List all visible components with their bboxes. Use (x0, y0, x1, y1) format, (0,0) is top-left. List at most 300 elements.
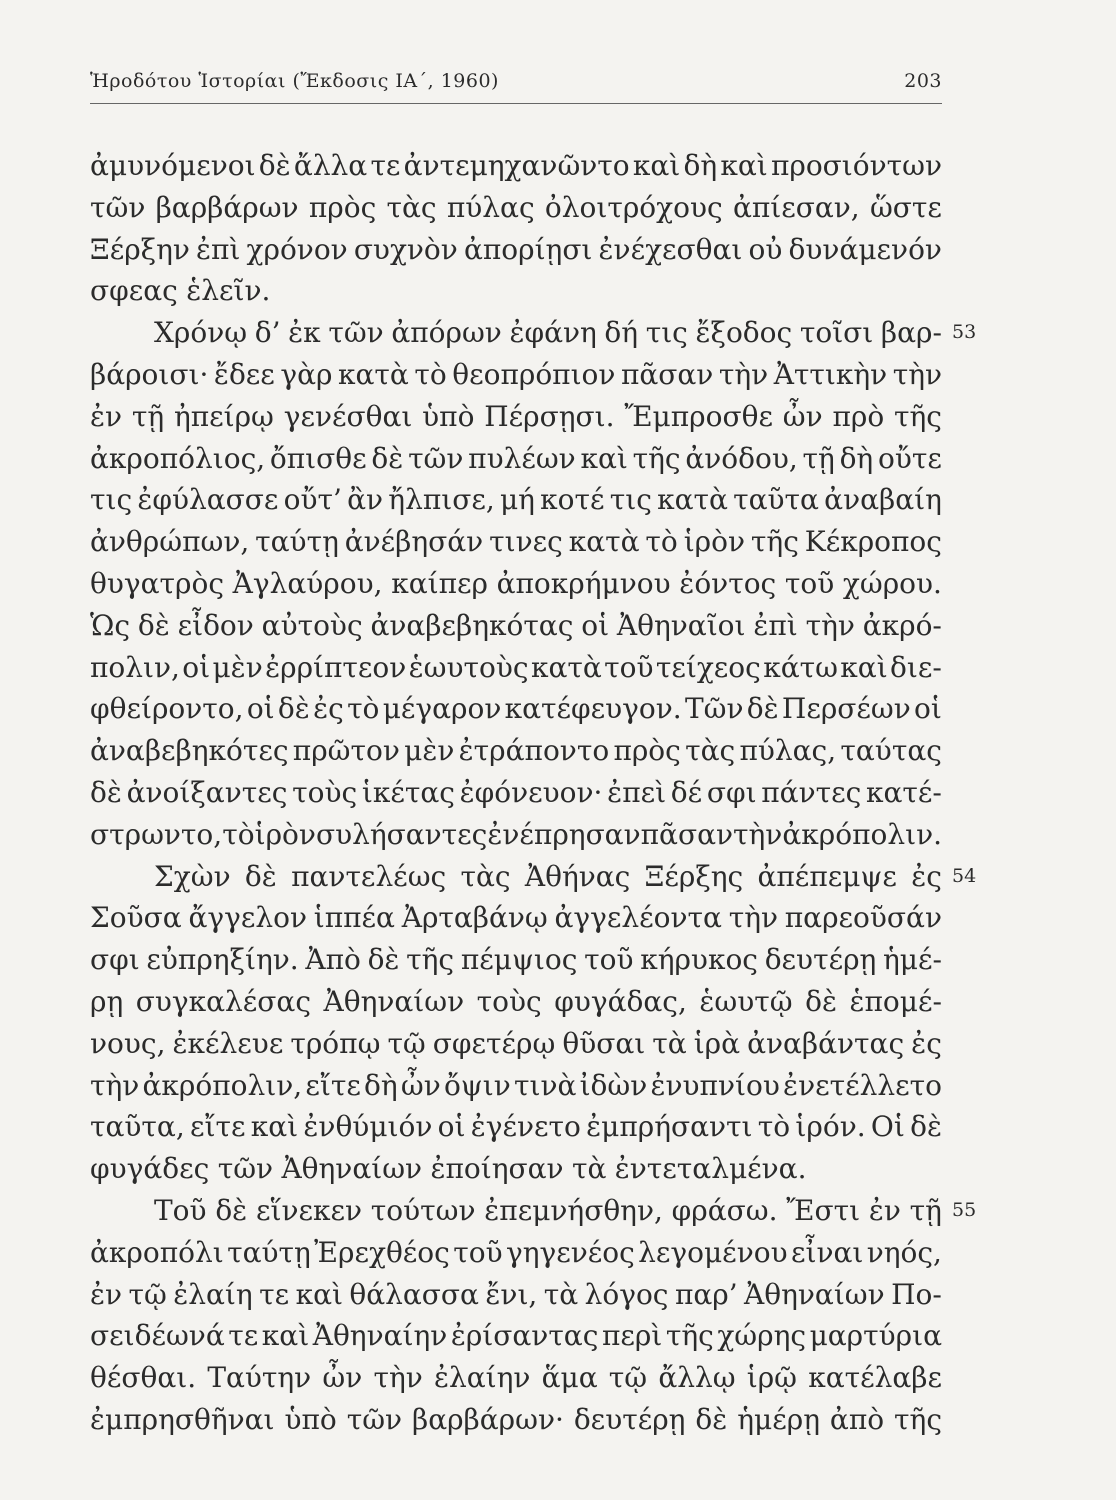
word: ἀνόδου, (685, 441, 798, 475)
word: βάροισι· (90, 357, 209, 391)
word: ἱρὸν (683, 525, 746, 559)
word: ἑπομέ- (849, 984, 942, 1018)
text-line (90, 856, 977, 898)
word: ἐκέλευε (172, 1026, 284, 1060)
word: ἄλλῳ (658, 1361, 736, 1395)
word: κατὰ (568, 525, 640, 559)
word: μὲν (404, 734, 455, 768)
word: ὑπὸ (284, 1402, 337, 1436)
text-line (90, 521, 942, 563)
word: δὲ (695, 1402, 728, 1436)
word: Σχὼν (154, 859, 231, 893)
word: ἐποίησαν (430, 1152, 564, 1186)
text-line (90, 354, 942, 396)
word: ἀπὸ (829, 1402, 885, 1436)
word: γενέσθαι (283, 399, 413, 433)
word: ἐπεὶ (607, 775, 667, 809)
word: τῶν (90, 190, 146, 224)
word: ἄγγελον (188, 901, 307, 935)
word: συχνὸν (353, 232, 458, 266)
word: χρόνον (246, 232, 348, 266)
word: παντελέως (291, 859, 447, 893)
word: Ἀθήνας (524, 859, 631, 893)
word: δυνάμενόν (788, 232, 942, 266)
word: βαρ- (880, 316, 942, 350)
word: ταύτας (840, 734, 942, 768)
word: τε (259, 1277, 290, 1311)
text-line (90, 605, 942, 647)
word: τῆς (894, 1402, 942, 1436)
word: ἑωυτῷ (699, 984, 793, 1018)
word: ἔνι, (485, 1277, 538, 1311)
word: ἀκροπόλιος, (90, 441, 266, 475)
word: βαρβάρων· (412, 1402, 564, 1436)
word: ρῃ (90, 984, 124, 1018)
word: Ἀγλαύρου, (232, 566, 383, 600)
word: οἱ (182, 650, 211, 684)
word: Ἔστι (786, 1193, 861, 1227)
text-line (90, 1274, 942, 1316)
word: τὰ (571, 1152, 607, 1186)
word: τείχεος (655, 650, 761, 684)
word: θάλασσα (349, 1277, 479, 1311)
word: τῆς (750, 525, 799, 559)
word: τις (90, 483, 133, 517)
word: Ἀθηναίων (281, 1152, 423, 1186)
word: τὸ (645, 525, 678, 559)
text-line (90, 396, 942, 438)
word: θῦσαι (562, 1026, 646, 1060)
text-line (90, 270, 942, 312)
word: τῶν (328, 316, 384, 350)
word: τὰς (460, 859, 511, 893)
word: ἀκροπόλι (90, 1235, 224, 1269)
word: σφι (90, 943, 140, 977)
word: τὰς (386, 190, 437, 224)
word: γηγενέος (505, 1235, 635, 1269)
word: τοὺς (292, 775, 358, 809)
word: ταῦτα, (90, 1110, 185, 1144)
word: οἱ (914, 692, 942, 726)
word: Ξέρξης (644, 859, 744, 893)
word: τὸ (222, 817, 255, 851)
word: ἐπὶ (753, 608, 798, 642)
word: ἂν (347, 483, 384, 517)
word: εὐπρηξίην. (146, 943, 299, 977)
word: τὴν (805, 608, 855, 642)
text-line (90, 1023, 942, 1065)
word: ὄπισθε (269, 441, 367, 475)
word: ἀναβεβηκότες (90, 734, 289, 768)
word: πολιν, (90, 650, 180, 684)
word: ἐς (313, 692, 344, 726)
word: πρὸ (832, 399, 885, 433)
word: Περσέων (781, 692, 911, 726)
word: τε (228, 1319, 259, 1353)
word: ἀναβάντας (747, 1026, 905, 1060)
word: τὴν (728, 901, 778, 935)
word: τοῦ (784, 566, 835, 600)
word: ἡμέ- (883, 943, 942, 977)
word: καὶ (250, 1110, 299, 1144)
word: δὲ (90, 775, 122, 809)
word: μαρτύρια (809, 1319, 942, 1353)
text-line (90, 772, 942, 814)
word: δή (604, 316, 639, 350)
word: ἐν (868, 1193, 901, 1227)
word: ταύτῃ (255, 525, 339, 559)
word: Κέκροπος (804, 525, 942, 559)
word: κατέ- (866, 775, 942, 809)
word: χώρης (717, 1319, 807, 1353)
text-line (90, 312, 977, 354)
word: δὲ (258, 149, 291, 182)
word: δὲ (371, 441, 404, 475)
word: ἔξοδος (695, 316, 793, 350)
word: ἀκρόπολιν, (142, 1068, 303, 1102)
word: οἱ (581, 608, 610, 642)
word: πέμψιος (460, 943, 578, 977)
word: δὲ (367, 943, 400, 977)
word: ἱρῷ (746, 1361, 798, 1395)
word: Ἀθηναῖοι (616, 608, 746, 642)
word: ἐς (911, 1026, 942, 1060)
word: ἐρίσαντας (450, 1319, 599, 1353)
word: τὰ (652, 1026, 687, 1060)
word: ἐπὶ (196, 232, 241, 266)
text-line (90, 1357, 942, 1399)
word: δευτέρῃ (573, 1402, 686, 1436)
word: τινὰ (513, 1068, 577, 1102)
word: ἐμπρησθῆναι (90, 1402, 275, 1436)
word: νους, (90, 1026, 166, 1060)
word: φθείροντο, (90, 692, 244, 726)
word: βαρβάρων (155, 190, 299, 224)
word: τῆς (406, 943, 455, 977)
word: ἀπέπεμψε (757, 859, 897, 893)
word: δὲ (215, 1193, 248, 1227)
word: Σοῦσα (90, 901, 182, 935)
word: ἱρὸν (254, 817, 316, 851)
word: τῶν (408, 441, 464, 475)
word: δέ (670, 775, 703, 809)
word: μή (499, 483, 535, 517)
word: δὲ (277, 692, 310, 726)
section-number: 53 (952, 321, 977, 344)
word: εἶναι (790, 1235, 864, 1269)
text-line (90, 563, 942, 605)
word: ὥστε (869, 190, 942, 224)
word: συγκαλέσας (135, 984, 311, 1018)
word: τὸ (347, 692, 380, 726)
header-rule (90, 103, 942, 104)
word: ἐνέπρησαν (487, 817, 641, 851)
text-line (90, 647, 942, 689)
word: τῆς (894, 399, 942, 433)
word: τὸ (414, 357, 447, 391)
word: οἱ (246, 692, 275, 726)
word: ἐλαίην (433, 1361, 531, 1395)
word: τοῖσι (799, 316, 874, 350)
word: ἱκέτας (361, 775, 455, 809)
word: ἡμέρῃ (737, 1402, 820, 1436)
word: τὴν (718, 357, 769, 391)
word: τοῦ (584, 943, 634, 977)
word: ἄλλα (293, 149, 368, 182)
word: ἐτράποντο (458, 734, 610, 768)
word: τῇ (802, 441, 835, 475)
word: ἐς (911, 859, 942, 893)
word: ἀμυνόμενοι (90, 149, 256, 182)
word: κατὰ (338, 357, 409, 391)
word: τῇ (909, 1193, 942, 1227)
word: ἰδὼν (579, 1068, 648, 1102)
word: Ἐρεχθέος (314, 1235, 450, 1269)
word: διε- (890, 650, 942, 684)
word: πύλας, (739, 734, 837, 768)
word: Ξέρξην (90, 232, 190, 266)
text-line (90, 1065, 942, 1107)
word: πᾶσαν (620, 357, 714, 391)
word: πρῶτον (292, 734, 400, 768)
text-line (90, 730, 942, 772)
word: τρόπῳ (290, 1026, 381, 1060)
word: οἱ (437, 1110, 466, 1144)
word: αὐτοὺς (261, 608, 363, 642)
word: δὴ (683, 149, 718, 182)
word: Ἔμπροσθε (624, 399, 773, 433)
word: καὶ (840, 650, 888, 684)
word: γὰρ (280, 357, 333, 391)
body-text (90, 145, 977, 1441)
word: Ἀττικὴν (773, 357, 888, 391)
word: εἵνεκεν (255, 1193, 363, 1227)
word: τῶν (346, 1402, 403, 1436)
word: πᾶσαν (640, 817, 733, 851)
word: ἐν (90, 1277, 123, 1311)
word: τε (370, 149, 401, 182)
word: ἐφόνευον· (459, 775, 603, 809)
word: κήρυκος (640, 943, 758, 977)
word: λεγομένου (638, 1235, 788, 1269)
word: ἐνέχεσθαι (598, 232, 743, 266)
word: Ἀθηναίων (744, 1277, 885, 1311)
word: καὶ (261, 1319, 310, 1353)
word: λόγος (584, 1277, 669, 1311)
word: ὑπὸ (422, 399, 475, 433)
word: ἠπείρῳ (173, 399, 274, 433)
word: τὴν (733, 817, 783, 851)
text-line (90, 1315, 942, 1357)
word: τὰ (543, 1277, 579, 1311)
word: ἱρόν. (795, 1110, 866, 1144)
word: εἴτε (305, 1068, 361, 1102)
word: Ἀθηναίην (312, 1319, 448, 1353)
word: δὲ (244, 859, 277, 893)
word: ἐντεταλμένα. (614, 1152, 807, 1186)
word: μέγαρον (382, 692, 502, 726)
word: καὶ (295, 1277, 343, 1311)
text-line (90, 479, 942, 521)
word: κατὰ (530, 650, 602, 684)
word: τῷ (387, 1026, 426, 1060)
page-number: 203 (904, 70, 942, 92)
text-line (90, 981, 942, 1023)
word: ἀπορίῃσι (463, 232, 593, 266)
word: Ταύτην (207, 1361, 312, 1395)
word: δὲ (137, 608, 170, 642)
word: πυλέων (468, 441, 576, 475)
word: ἱππέα (313, 901, 395, 935)
word: ταύτῃ (227, 1235, 311, 1269)
word: Πέρσῃσι. (484, 399, 615, 433)
word: ἀποκρήμνου (496, 566, 671, 600)
word: Ἀπὸ (305, 943, 361, 977)
text-line (90, 187, 942, 229)
word: τούτων (370, 1193, 476, 1227)
word: ἑωυτοὺς (408, 650, 529, 684)
word: ἀνθρώπων, (90, 525, 250, 559)
word: τοὺς (476, 984, 542, 1018)
word: ἀπόρων (391, 316, 502, 350)
word: ὀλοιτρόχους (544, 190, 723, 224)
word: δὴ (839, 441, 874, 475)
word: προσιόντων (770, 149, 942, 182)
text-line (90, 897, 942, 939)
word: Χρόνῳ (154, 316, 248, 350)
word: ἔδεε (213, 357, 275, 391)
word: φυγάδες (90, 1152, 210, 1186)
word: τῆς (632, 441, 681, 475)
word: ἀναβαίη (824, 483, 942, 517)
word: φράσω. (671, 1193, 778, 1227)
word: Ἀθηναίων (323, 984, 465, 1018)
word: κοτέ (540, 483, 605, 517)
word: δὲ (805, 984, 837, 1018)
running-title: Ἡροδότου Ἱστορίαι (Ἔκδοσις ΙΑ΄, 1960) (90, 70, 499, 92)
word: ἀκρόπολιν. (782, 817, 942, 851)
word: τὴν (892, 357, 942, 391)
text-line (90, 438, 942, 480)
word: τῇ (131, 399, 165, 433)
word: πύλας (446, 190, 535, 224)
word: ἐφάνη (509, 316, 597, 350)
word: περὶ (601, 1319, 663, 1353)
word: συλήσαντες (315, 817, 488, 851)
word: ἀπίεσαν, (732, 190, 860, 224)
word: κατὰ (657, 483, 728, 517)
word: ἀνέβησάν (344, 525, 484, 559)
word: ἐόντος (679, 566, 777, 600)
word: ἐπεμνήσθην, (484, 1193, 663, 1227)
word: ἐκ (288, 316, 321, 350)
word: ταῦτα (733, 483, 819, 517)
word: οὐ (748, 232, 783, 266)
word: ἐγένετο (470, 1110, 581, 1144)
word: ἐρρίπτεον (265, 650, 407, 684)
word: ὄψιν (443, 1068, 511, 1102)
word: οὔτ’ (283, 483, 342, 517)
word: τὴν (90, 1068, 140, 1102)
word: Ὡς (90, 608, 131, 642)
word: καὶ (580, 441, 628, 475)
word: κατέφευγον. (504, 692, 682, 726)
word: στρωντο, (90, 817, 223, 851)
text-line (90, 229, 942, 271)
section-number: 55 (952, 1198, 977, 1221)
word: ἀναβεβηκότας (370, 608, 574, 642)
word: πρὸς (613, 734, 681, 768)
word: ἐνθύμιόν (303, 1110, 433, 1144)
word: σφεας (90, 274, 178, 308)
word: δὲ (910, 1110, 942, 1144)
word: εἶδον (177, 608, 254, 642)
word: ἐνυπνίου (650, 1068, 780, 1102)
word: ἀντεμηχανῶντο (403, 149, 630, 182)
word: θέσθαι. (90, 1361, 197, 1395)
word: ἀνοίξαντες (126, 775, 288, 809)
word: χώρου. (842, 566, 942, 600)
word: Τοῦ (154, 1193, 207, 1227)
text-line (90, 145, 942, 187)
word: καὶ (720, 149, 768, 182)
word: νηός, (866, 1235, 942, 1269)
word: ἐφύλασσε (137, 483, 279, 517)
section-number: 54 (952, 864, 977, 887)
word: πάντες (761, 775, 862, 809)
word: ἐμπρήσαντι (586, 1110, 753, 1144)
word: θεοπρόπιον (452, 357, 616, 391)
word: τινες (489, 525, 563, 559)
word: ἀκρό- (862, 608, 942, 642)
word: κατέλαβε (808, 1361, 942, 1395)
word: Πο- (891, 1277, 942, 1311)
text-line (90, 1106, 942, 1148)
word: ὦν (400, 1068, 441, 1102)
word: ἤλπισε, (388, 483, 495, 517)
word: τῆς (665, 1319, 714, 1353)
text-line (90, 814, 942, 856)
word: ἅμα (541, 1361, 598, 1395)
word: τὸ (757, 1110, 791, 1144)
word: δ’ (254, 316, 281, 350)
word: ὦν (322, 1361, 363, 1395)
word: οὔτε (877, 441, 942, 475)
word: τις (645, 316, 688, 350)
text-line (90, 688, 942, 730)
word: Ἀρταβάνῳ (401, 901, 548, 935)
word: σειδέωνά (90, 1319, 225, 1353)
word: τοῦ (604, 650, 654, 684)
word: μὲν (212, 650, 263, 684)
text-line (90, 1190, 977, 1232)
word: πρὸς (308, 190, 377, 224)
text-line (90, 1399, 942, 1441)
word: τις (609, 483, 652, 517)
word: ὦν (782, 399, 823, 433)
word: σφετέρῳ (432, 1026, 556, 1060)
word: Τῶν (684, 692, 744, 726)
word: ἱρὰ (693, 1026, 741, 1060)
word: καίπερ (391, 566, 488, 600)
word: κάτω (763, 650, 838, 684)
word: δὴ (364, 1068, 398, 1102)
word: ἐλαίη (173, 1277, 253, 1311)
running-head (90, 70, 942, 92)
text-line (90, 1232, 942, 1274)
word: καὶ (632, 149, 681, 182)
word: φυγάδας, (554, 984, 687, 1018)
